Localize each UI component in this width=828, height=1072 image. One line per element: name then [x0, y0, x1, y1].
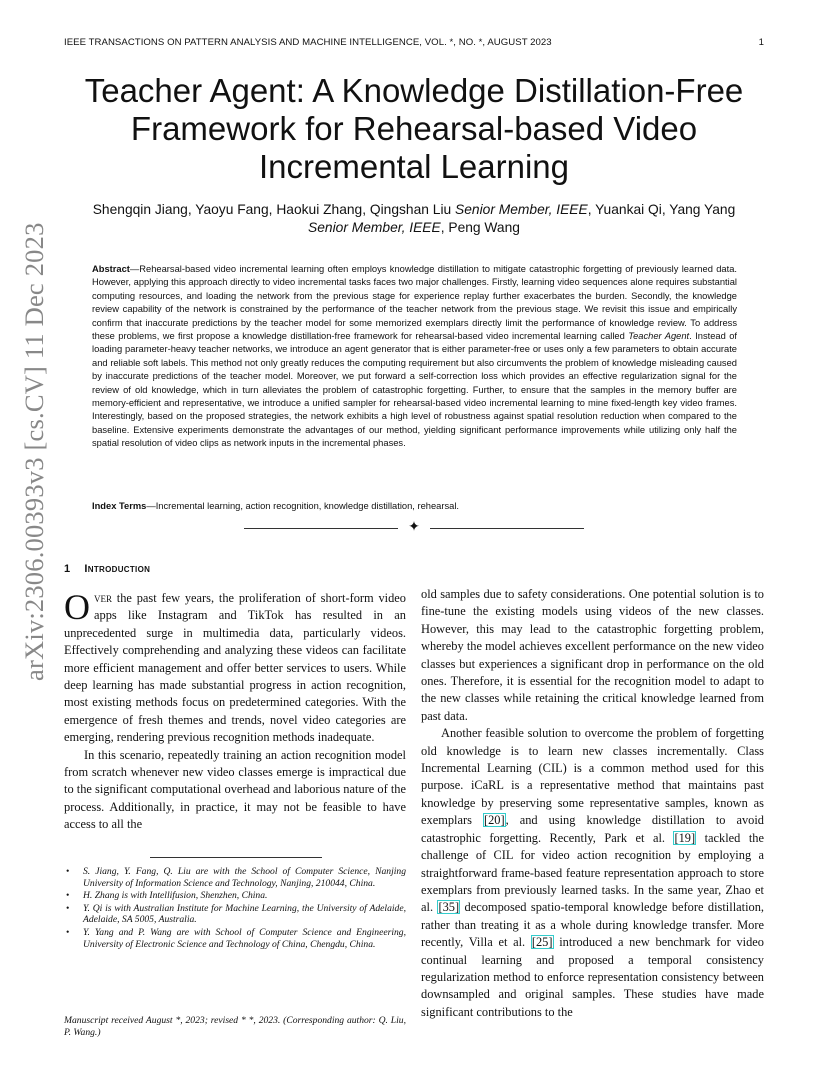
intro-paragraph-2: In this scenario, repeatedly training an action recognition model from scratch whenever new video classes emerge is impractical due to the significant computational overhead and laborious nature of the process. Additionally, in practice, it may not be feasible to have access to all the [64, 747, 406, 832]
divider-rule-left [244, 528, 398, 529]
bullet-icon: • [66, 902, 70, 914]
p3-text-b: , and using knowledge distillation to avoid catastrophic forgetting. Recently, Park et al. [421, 813, 765, 845]
p3-text-d: decomposed spatio-temporal knowledge before distillation, rather than treating it as a whole during knowledge transfer. More recently, Villa et al. [421, 900, 765, 950]
footnote-text: H. Zhang is with Intellifusion, Shenzhen, China. [83, 890, 268, 902]
section-heading [64, 563, 150, 575]
abstract-text-2: . Instead of loading parameter-heavy teacher networks, we introduce an agent generator that is either parameter-free or uses only a few parameters to obtain accurate and reliable soft labels. This method not only greatly reduces the computing requirement but also circumvents the problem of knowledge misleading caused by inaccurate predictions of the teacher model. Moreover, we put forward a self-correction loss which provides an effective regularization signal for the review of old knowledge, which in turn alleviates the problem of catastrophic forgetting. Further, to ensure that the samples in the memory buffer are memory-efficient and representative, we introduce a unified sampler for rehearsal-based video incremental learning to mine fixed-length key video frames. Interestingly, based on the proposed strategies, the network exhibits a high level of robustness against spatial resolution reduction when compared to the baseline. Extensive experiments demonstrate the advantages of our method, yielding significant performance improvements while utilizing only half the spatial resolution of video clips as network inputs in the incremental phases. [92, 331, 737, 449]
author-role-2: Senior Member, IEEE [308, 220, 441, 235]
footnote-item [64, 866, 406, 889]
index-terms [92, 501, 737, 511]
bullet-icon: • [66, 890, 70, 902]
intro-smallcaps: ver [94, 591, 112, 605]
authors-part-1: Shengqin Jiang, Yaoyu Fang, Haokui Zhang, Qingshan Liu [92, 202, 456, 217]
bullet-icon: • [66, 866, 70, 877]
citation-link-35[interactable]: [35] [438, 900, 460, 915]
intro-paragraph-3 [421, 725, 764, 1021]
manuscript-note: Manuscript received August *, 2023; revised * *, 2023. (Corresponding author: Q. Liu, P. Wang.) [64, 1015, 406, 1038]
footnote-text: Y. Yang and P. Wang are with School of Computer Science and Engineering, University of Electronic Science and Technology of China, Chengdu, China. [83, 926, 406, 950]
citation-link-19[interactable]: [19] [674, 830, 696, 845]
arxiv-stamp: arXiv:2306.00393v3 [cs.CV] 11 Dec 2023 [19, 222, 49, 681]
bullet-icon: • [66, 926, 70, 938]
page-number: 1 [758, 37, 764, 48]
abstract-method-name: Teacher Agent [628, 331, 690, 342]
p3-text-e: introduced a new benchmark for video continual learning and proposed a temporal consistency regularization method to enforce representation consistency between downsampled and original samples. These studies have made significant contributions to the [421, 935, 764, 1019]
divider-diamond-icon: ✦ [408, 520, 420, 535]
section-divider [244, 519, 584, 539]
authors-part-2: , Yuankai Qi, Yang Yang [587, 202, 736, 217]
intro-paragraph-2-continued: old samples due to safety considerations. One potential solution is to fine-tune the existing models using videos of the new classes. However, this may lead to the catastrophic forgetting problem, whereby the model achieves excellent performance on the new video classes but experiences a significant drop in performance on the old ones. Therefore, it is essential for the recognition model to adapt to the new classes while retaining the critical knowledge learned from past data. [421, 587, 764, 723]
paper-title [64, 72, 764, 186]
section-title: Introduction [84, 563, 151, 575]
footnote-item [64, 903, 406, 926]
running-head: IEEE TRANSACTIONS ON PATTERN ANALYSIS AND MACHINE INTELLIGENCE, VOL. *, NO. *, AUGUST 2023 [64, 37, 552, 48]
section-number: 1 [64, 563, 71, 575]
footnote-item [64, 927, 406, 950]
affiliation-footnotes [64, 866, 406, 951]
citation-link-25[interactable]: [25] [531, 935, 553, 950]
drop-cap: O [64, 587, 90, 627]
intro-p1-text: the past few years, the proliferation of short-form video apps like Instagram and TikTok has resulted in an unprecedented surge in multimedia data, particularly videos. Effectively comprehending and analyzing these videos can facilitate more efficient management and offer better services to users. While deep learning has made substantial progress in action recognition, most existing methods focus on predetermined categories. With the emergence of fresh themes and trends, novel video categories are emerging, rendering previous recognition methods inadequate. [64, 591, 406, 745]
author-list [80, 201, 748, 237]
author-role-1: Senior Member, IEEE [455, 202, 588, 217]
authors-part-3: , Peng Wang [440, 220, 520, 235]
footnote-text: Y. Qi is with Australian Institute for Machine Learning, the University of Adelaide, Adelaide, SA 5005, Australia. [83, 902, 406, 926]
p3-text-c: tackled the challenge of CIL for video action recognition by employing a straightforward frame-based feature representation approach to store exemplars from previously learned tasks. In the same year, Zhao et al. [421, 830, 764, 915]
title-line-2: Framework for Rehearsal-based Video [130, 110, 698, 147]
footnote-item [64, 890, 406, 902]
divider-rule-right [430, 528, 584, 529]
title-line-3: Incremental Learning [258, 148, 570, 185]
left-column [64, 587, 406, 834]
right-column [421, 586, 764, 1021]
abstract-text-1: —Rehearsal-based video incremental learning often employs knowledge distillation to mitigate catastrophic forgetting of previously learned data. However, applying this approach directly to video incremental tasks faces two major challenges. Firstly, learning video sequences alone requires substantial computing resources, and loading the network from the previous stage for experience replay further exacerbates the burden. Secondly, the knowledge review capability of the network is constrained by the performance of the teacher network from the previous stage. We revisit this issue and empirically confirm that inaccurate predictions by the teacher model for some memorized exemplars directly limit the performance of knowledge review. To address these problems, we first propose a knowledge distillation-free framework for rehearsal-based video incremental learning called [92, 264, 737, 342]
abstract-label: Abstract [92, 264, 130, 274]
intro-paragraph-1 [64, 587, 406, 747]
footnote-text: S. Jiang, Y. Fang, Q. Liu are with the School of Computer Science, Nanjing University of Information Science and Technology, Nanjing, 210044, China. [83, 866, 406, 889]
p3-text-a: Another feasible solution to overcome the problem of forgetting old knowledge is to learn new classes incrementally. Class Incremental Learning (CIL) is a common method used for this purpose. iCaRL is a representative method that maintains past knowledge by preserving some representative samples, known as exemplars [421, 726, 764, 828]
footnote-rule [150, 857, 322, 858]
title-line-1: Teacher Agent: A Knowledge Distillation-Free [84, 72, 744, 109]
abstract [92, 263, 737, 451]
index-terms-text: —Incremental learning, action recognition, knowledge distillation, rehearsal. [146, 501, 460, 511]
index-terms-label: Index Terms [92, 501, 147, 511]
citation-link-20[interactable]: [20] [483, 813, 505, 828]
